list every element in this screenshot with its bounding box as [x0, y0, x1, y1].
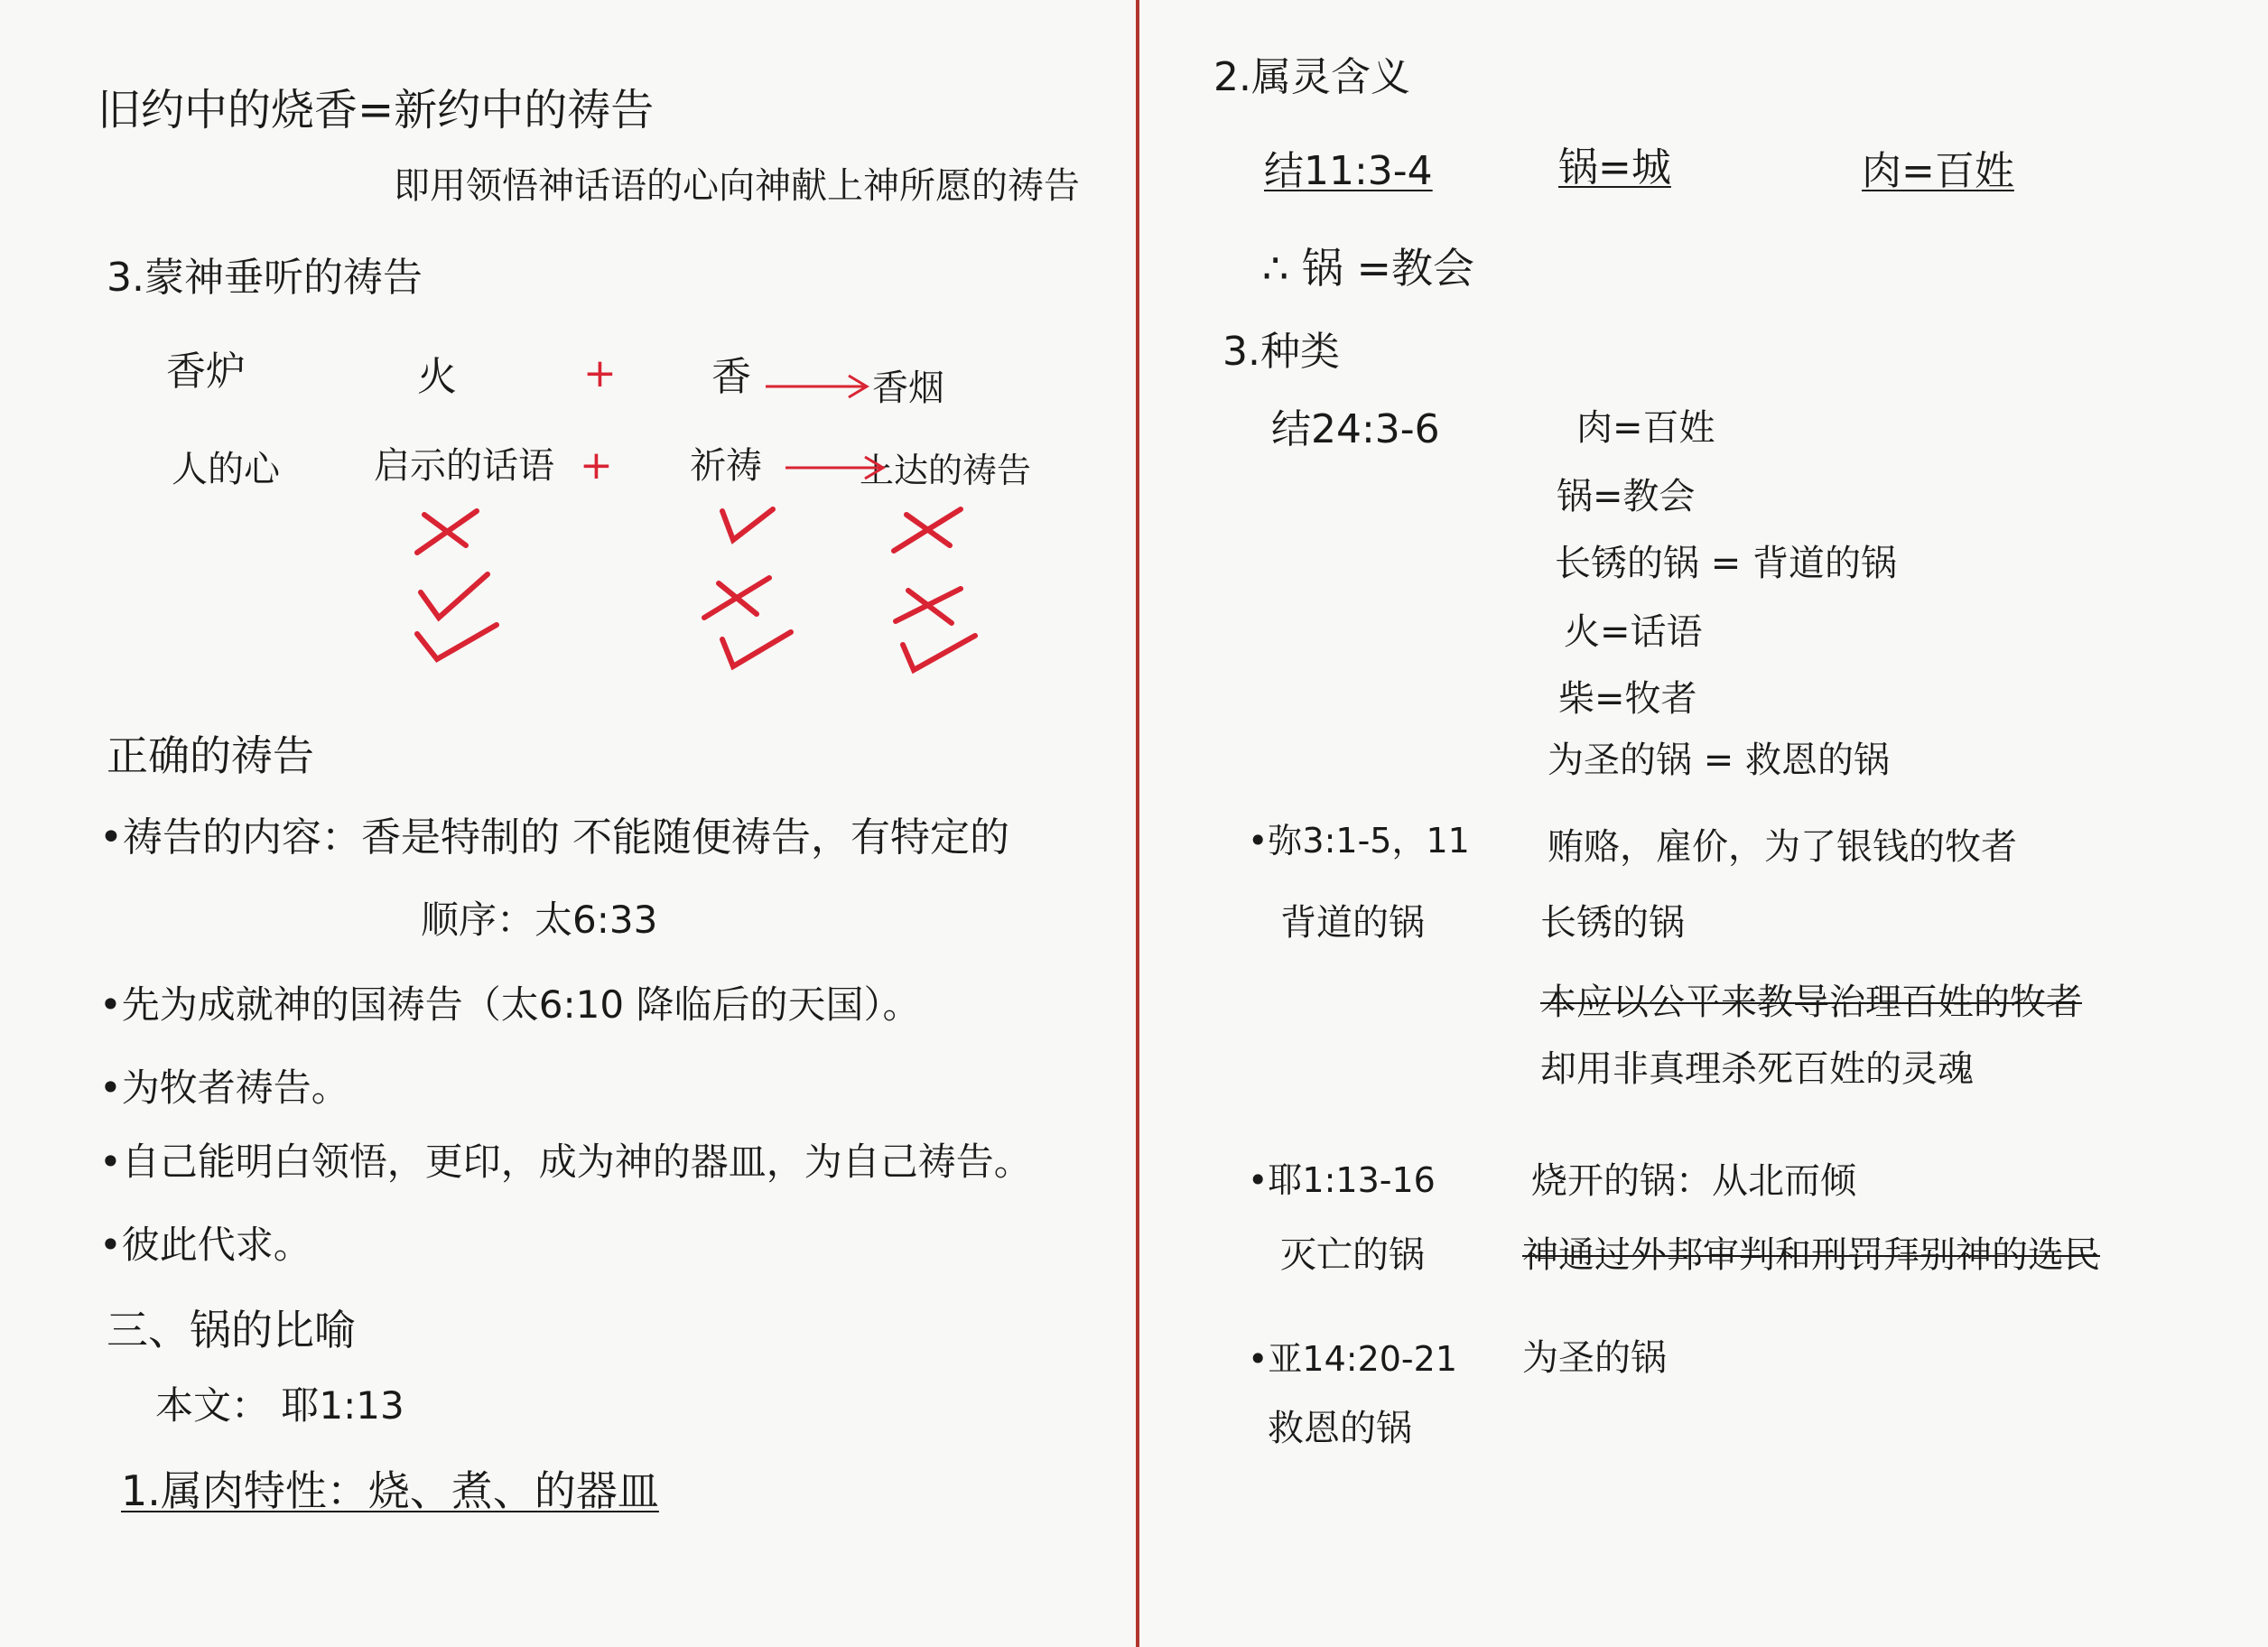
ezekiel-11-ref: 结11:3-4: [1264, 148, 1433, 194]
micah-line-1: 贿赂，雇价，为了银钱的牧者: [1548, 826, 2017, 868]
micah-line-4: 却用非真理杀死百姓的灵魂: [1540, 1048, 1974, 1090]
micah-label: 背道的锅: [1280, 902, 1425, 944]
bullet-prayer-content: •祷告的内容：香是特制的 不能随便祷告，有特定的: [99, 814, 1009, 861]
bullet-for-self: •自己能明白领悟，更印，成为神的器皿，为自己祷告。: [99, 1140, 1032, 1184]
diagram-revealed-word: 启示的话语: [374, 445, 554, 487]
ezekiel-24-holy: 为圣的锅 = 救恩的锅: [1548, 740, 1890, 781]
bullet-intercession: •彼此代求。: [99, 1223, 311, 1267]
arrow-1: [766, 376, 867, 397]
zechariah-ref: •亚14:20-21: [1248, 1339, 1457, 1379]
micah-line-2: 长锈的锅: [1540, 902, 1685, 944]
subtitle: 即用领悟神话语的心向神献上神所愿的祷告: [394, 165, 1080, 207]
jeremiah-line-2: 神通过外邦审判和刑罚拜别神的选民: [1522, 1234, 2100, 1276]
diagram-heart: 人的心: [172, 449, 280, 490]
diagram-ascending-prayer: 上达的祷告: [860, 451, 1032, 490]
cross-mark: [417, 511, 477, 553]
diagram-plus-2: +: [580, 442, 613, 489]
ezekiel-24-pot: 锅=教会: [1557, 476, 1696, 517]
diagram-plus-1: +: [583, 350, 617, 396]
section-3-heading: 3.蒙神垂听的祷告: [107, 255, 423, 301]
diagram-pray: 祈祷: [690, 445, 762, 487]
micah-ref: •弥3:1-5，11: [1248, 821, 1470, 861]
correct-prayer-heading: 正确的祷告: [107, 731, 314, 780]
cross-mark: [704, 578, 769, 618]
text-reference: 本文： 耶1:13: [155, 1383, 404, 1428]
ezekiel-11-pot: 锅=城: [1558, 144, 1671, 191]
item-2-heading: 2.属灵含义: [1213, 54, 1410, 100]
ezekiel-24-rusty: 长锈的锅 = 背道的锅: [1555, 543, 1897, 584]
micah-line-3: 本应以公平来教导治理百姓的牧者: [1540, 982, 2082, 1023]
zechariah-line-1: 为圣的锅: [1522, 1337, 1667, 1379]
check-mark: [903, 636, 975, 670]
cross-mark: [896, 589, 961, 623]
bullet-prayer-order: 顺序：太6:33: [421, 898, 658, 942]
item-1-fleshly-nature: 1.属肉特性：烧、煮、的器皿: [121, 1466, 659, 1515]
arrow-2: [785, 457, 883, 479]
ezekiel-24-fire: 火=话语: [1564, 611, 1703, 653]
jeremiah-ref: •耶1:13-16: [1248, 1160, 1436, 1200]
zechariah-label: 救恩的锅: [1268, 1408, 1412, 1449]
diagram-fire: 火: [417, 354, 457, 400]
ezekiel-24-ref: 结24:3-6: [1271, 406, 1440, 452]
page-title: 旧约中的烧香=新约中的祷告: [98, 85, 655, 135]
diagram-censer: 香炉: [166, 349, 246, 395]
item-3-heading: 3.种类: [1222, 329, 1340, 375]
diagram-incense: 香: [711, 354, 751, 400]
check-mark: [722, 632, 791, 666]
bullet-for-pastors: •为牧者祷告。: [99, 1065, 349, 1110]
check-mark: [421, 574, 488, 618]
section-pot-parable-heading: 三、锅的比喻: [107, 1306, 356, 1354]
check-mark: [417, 625, 497, 659]
ezekiel-11-meat: 肉=百姓: [1862, 148, 2014, 194]
ezekiel-24-meat: 肉=百姓: [1576, 407, 1715, 449]
diagram-smoke: 香烟: [872, 368, 944, 409]
check-mark: [722, 509, 773, 540]
bullet-kingdom-first: •先为成就神的国祷告（太6:10 降临后的天国）。: [99, 982, 921, 1027]
therefore-line: ∴ 锅 =教会: [1262, 244, 1475, 293]
cross-mark: [894, 509, 961, 551]
jeremiah-line-1: 烧开的锅：从北而倾: [1531, 1160, 1856, 1202]
jeremiah-label: 灭亡的锅: [1280, 1234, 1425, 1276]
ezekiel-24-wood: 柴=牧者: [1558, 678, 1697, 720]
